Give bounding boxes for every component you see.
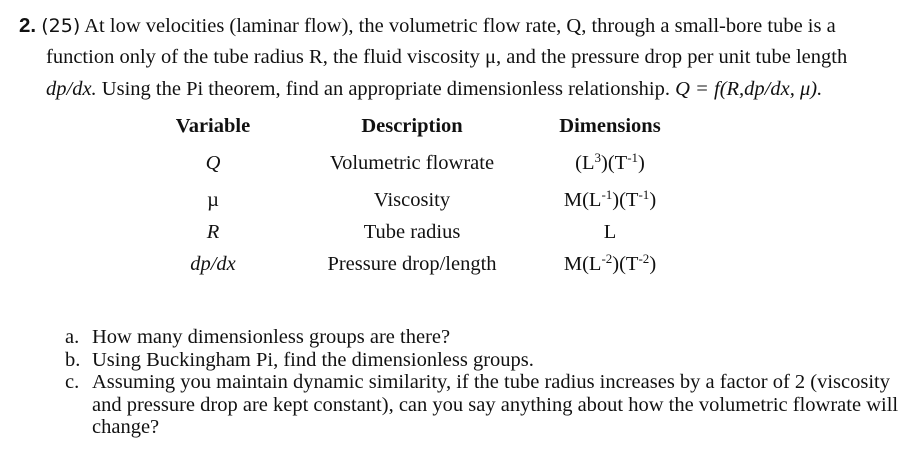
problem-dpdx: dp/dx. bbox=[46, 78, 97, 100]
problem-relation: Q = f(R,dp/dx, μ). bbox=[675, 78, 823, 100]
header-description: Description bbox=[361, 115, 463, 137]
row-dpdx-variable: dp/dx bbox=[190, 253, 236, 275]
row-q-description: Volumetric flowrate bbox=[329, 152, 495, 174]
question-list bbox=[65, 326, 915, 439]
question-label: a. bbox=[65, 326, 80, 348]
question-text: Assuming you maintain dynamic similarity, if the tube radius increases by a factor of 2 (viscosity and pressure drop are kept constant), can you say anything about how the volumetric flowrate will change? bbox=[92, 371, 899, 438]
row-dpdx-description: Pressure drop/length bbox=[327, 253, 497, 275]
problem-number: 2. bbox=[19, 14, 37, 37]
row-mu-variable: µ bbox=[207, 189, 219, 211]
row-r-dimensions: L bbox=[603, 221, 617, 243]
question-label: b. bbox=[65, 348, 81, 371]
problem-line-3 bbox=[46, 77, 822, 101]
question-c bbox=[65, 371, 915, 439]
problem-text-line-3: Using the Pi theorem, find an appropriate dimensionless relationship. bbox=[96, 78, 676, 100]
row-mu-description: Viscosity bbox=[373, 189, 451, 211]
question-text: Using Buckingham Pi, find the dimensionless groups. bbox=[92, 348, 534, 371]
question-label: c. bbox=[65, 371, 80, 393]
question-b bbox=[65, 349, 915, 372]
problem-text-line-1: At low velocities (laminar flow), the volumetric flow rate, Q, through a small-bore tube is a bbox=[84, 15, 836, 37]
problem-text-line-2: function only of the tube radius R, the fluid viscosity μ, and the pressure drop per unit tube length bbox=[46, 46, 848, 68]
header-dimensions: Dimensions bbox=[559, 115, 661, 137]
question-text: How many dimensionless groups are there? bbox=[92, 326, 451, 348]
row-mu-dimensions: $M(L^{-1})(T^{-1})$ bbox=[563, 187, 657, 211]
header-variable: Variable bbox=[175, 115, 251, 137]
row-q-variable: Q bbox=[205, 152, 221, 174]
row-q-dimensions: $(L^3)(T^{-1})$ bbox=[575, 150, 645, 174]
row-dpdx-dimensions: $M(L^{-2})(T^{-2})$ bbox=[563, 251, 657, 275]
question-a bbox=[65, 326, 915, 349]
problem-points: (25) bbox=[41, 15, 81, 37]
row-r-variable: R bbox=[206, 221, 220, 243]
problem-line-2 bbox=[46, 45, 847, 69]
row-r-description: Tube radius bbox=[363, 221, 461, 243]
problem-line-1 bbox=[19, 14, 836, 38]
